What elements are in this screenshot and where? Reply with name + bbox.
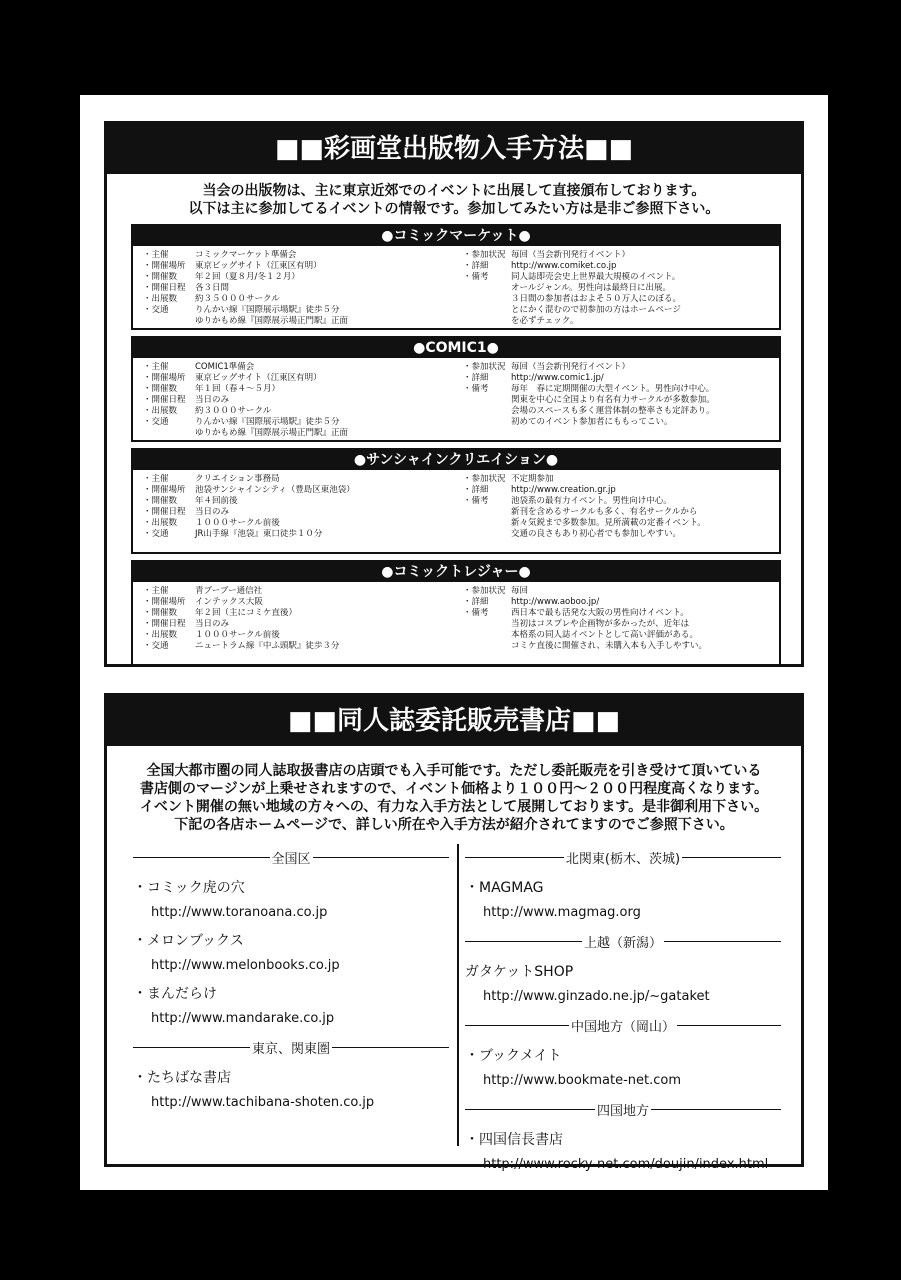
detail-row — [143, 250, 443, 261]
event-name: ●コミックマーケット● — [133, 226, 779, 246]
detail-row — [143, 586, 443, 597]
region-rule — [677, 1025, 781, 1026]
detail-key: ・出展数 — [143, 518, 178, 528]
shop-name: ・四国信長書店 — [465, 1132, 563, 1148]
intro-line: 全国大都市圏の同人誌取扱書店の店頭でも入手可能です。ただし委託販売を引き受けて頂いている — [146, 763, 762, 779]
detail-value: ニュートラム線『中ふ頭駅』徒歩３分 — [195, 641, 340, 651]
detail-value: http://www.comic1.jp/ — [511, 373, 604, 383]
detail-row — [143, 619, 443, 630]
detail-key: ・開催日程 — [143, 507, 186, 517]
detail-key: ・参加状況 — [463, 250, 506, 260]
detail-value-cont: ゆりかもめ線『国際展示場正門駅』正面 — [195, 316, 349, 326]
detail-key: ・開催数 — [143, 496, 178, 506]
detail-value: 池袋サンシャインシティ（豊島区東池袋） — [195, 485, 355, 495]
consignment-shops-box — [104, 693, 804, 1172]
detail-value: http://www.creation.gr.jp — [511, 485, 616, 495]
detail-key: ・主催 — [143, 586, 169, 596]
detail-value-cont: 当初はコスプレや企画物が多かったが、近年は — [511, 619, 690, 629]
detail-row — [463, 261, 783, 272]
region-rule — [664, 941, 781, 942]
detail-value: http://www.aoboo.jp/ — [511, 597, 600, 607]
event-right-details — [463, 586, 783, 652]
region-rule — [313, 857, 450, 858]
detail-row — [463, 373, 783, 384]
detail-value: 当日のみ — [195, 395, 230, 405]
shop-url: http://www.magmag.org — [483, 905, 641, 920]
detail-value: 当日のみ — [195, 507, 230, 517]
detail-key: ・交通 — [143, 417, 169, 427]
detail-row — [143, 272, 443, 283]
publication-methods-title: ■■彩画堂出版物入手方法■■ — [107, 124, 801, 174]
detail-value: 同人誌即売会史上世界最大規模のイベント。 — [511, 272, 681, 282]
detail-value: １０００サークル前後 — [195, 630, 280, 640]
detail-row — [463, 597, 783, 608]
detail-row — [463, 496, 783, 507]
detail-value-cont: 新刊を含めるサークルも多く、有名サークルから — [511, 507, 698, 517]
shop-name: ・MAGMAG — [465, 880, 544, 896]
event-name: ●コミックトレジャー● — [133, 562, 779, 582]
detail-value: 約３５０００サークル — [195, 294, 280, 304]
shops-right-column — [465, 848, 781, 1172]
event-name: ●サンシャインクリエイション● — [133, 450, 779, 470]
detail-row — [143, 641, 443, 652]
shop-name: ・まんだらけ — [133, 986, 217, 1002]
event-name: ●COMIC1● — [133, 338, 779, 358]
event-panel — [131, 224, 781, 330]
region-header — [133, 848, 449, 867]
region-rule — [133, 857, 270, 858]
detail-row — [143, 384, 443, 395]
shop-url: http://www.tachibana-shoten.co.jp — [151, 1095, 375, 1110]
intro-line: 下記の各店ホームページで、詳しい所在や入手方法が紹介されてますのでご参照下さい。 — [174, 817, 734, 833]
detail-value: 年４回前後 — [195, 496, 238, 506]
detail-key: ・開催場所 — [143, 261, 186, 271]
detail-row — [463, 384, 783, 395]
detail-key: ・備考 — [463, 496, 489, 506]
detail-row — [143, 529, 443, 540]
detail-row — [463, 586, 783, 597]
detail-row — [143, 261, 443, 272]
region-header — [465, 1100, 781, 1119]
shop-name: ・ブックメイト — [465, 1048, 562, 1064]
detail-value: 池袋系の最有力イベント。男性向け中心。 — [511, 496, 672, 506]
detail-key: ・詳細 — [463, 373, 489, 383]
detail-value-cont: を必ずチェック。 — [511, 316, 579, 326]
region-rule — [332, 1047, 449, 1048]
detail-value: りんかい線『国際展示場駅』徒歩５分 — [195, 305, 340, 315]
detail-row — [143, 485, 443, 496]
detail-row — [143, 305, 443, 316]
detail-row — [143, 283, 443, 294]
detail-row — [143, 496, 443, 507]
detail-value-cont: コミケ直後に開催され、未購入本も入手しやすい。 — [511, 641, 708, 651]
shop-url: http://www.melonbooks.co.jp — [151, 958, 340, 973]
detail-row — [143, 362, 443, 373]
detail-row — [463, 250, 783, 261]
region-label: 全国区 — [271, 852, 311, 867]
detail-row — [143, 630, 443, 641]
detail-row — [143, 608, 443, 619]
shop-name: ・メロンブックス — [133, 933, 244, 949]
shop-url: http://www.mandarake.co.jp — [151, 1011, 335, 1026]
shop-url: http://www.rocky-net.com/doujin/index.html — [483, 1157, 769, 1172]
intro-line: 以下は主に参加してるイベントの情報です。参加してみたい方は是非ご参照下さい。 — [188, 201, 720, 217]
detail-key: ・備考 — [463, 272, 489, 282]
detail-value: 東京ビッグサイト（江東区有明） — [195, 261, 322, 271]
detail-value: 毎年 春に定期開催の大型イベント。男性向け中心。 — [511, 384, 715, 394]
detail-value: COMIC1準備会 — [195, 362, 255, 372]
region-header — [465, 848, 781, 867]
event-right-details — [463, 362, 783, 428]
region-label: 上越（新潟） — [584, 936, 663, 951]
detail-row — [143, 373, 443, 384]
detail-key: ・開催数 — [143, 608, 178, 618]
detail-key: ・開催日程 — [143, 283, 186, 293]
detail-value: 青ブーブー通信社 — [195, 586, 263, 596]
detail-value: コミックマーケット準備会 — [195, 250, 297, 260]
detail-row — [143, 474, 443, 485]
region-rule — [465, 1109, 595, 1110]
detail-row — [143, 507, 443, 518]
detail-key: ・開催数 — [143, 272, 178, 282]
intro-line: 当会の出版物は、主に東京近郊でのイベントに出展して直接頒布しております。 — [202, 183, 706, 199]
detail-key: ・開催場所 — [143, 597, 186, 607]
region-rule — [133, 1047, 250, 1048]
region-label: 東京、関東圏 — [252, 1042, 331, 1057]
detail-key: ・詳細 — [463, 261, 489, 271]
detail-value: 西日本で最も活発な大阪の男性向けイベント。 — [511, 608, 689, 618]
detail-value: 不定期参加 — [511, 474, 554, 484]
consignment-shops-title: ■■同人誌委託販売書店■■ — [107, 696, 801, 746]
shops-left-column — [133, 848, 449, 1110]
detail-value-cont: とにかく混むので初参加の方はホームページ — [511, 305, 681, 315]
detail-row — [143, 417, 443, 428]
detail-key: ・交通 — [143, 529, 169, 539]
detail-value: インテックス大阪 — [195, 597, 263, 607]
detail-value: 東京ビッグサイト（江東区有明） — [195, 373, 322, 383]
region-rule — [651, 1109, 781, 1110]
event-left-details — [143, 586, 443, 652]
detail-row — [143, 597, 443, 608]
event-right-details — [463, 250, 783, 327]
detail-key: ・主催 — [143, 362, 169, 372]
shop-name: ・コミック虎の穴 — [133, 880, 245, 896]
region-rule — [465, 857, 564, 858]
detail-value: http://www.comiket.co.jp — [511, 261, 617, 271]
event-right-details — [463, 474, 783, 540]
shop-url: http://www.bookmate-net.com — [483, 1073, 681, 1088]
detail-key: ・主催 — [143, 250, 169, 260]
publication-intro — [107, 182, 801, 218]
detail-key: ・備考 — [463, 384, 489, 394]
detail-value-cont: ３日間の参加者はおよそ５０万人にのぼる。 — [511, 294, 682, 304]
detail-row — [143, 406, 443, 417]
detail-value: クリエイション事務局 — [195, 474, 280, 484]
detail-key: ・開催数 — [143, 384, 178, 394]
publication-methods-box — [104, 121, 804, 667]
detail-value: 年２回（主にコミケ直後） — [195, 608, 298, 618]
detail-row — [463, 362, 783, 373]
detail-key: ・参加状況 — [463, 362, 506, 372]
region-label: 四国地方 — [597, 1104, 650, 1119]
detail-value: 毎回（当会新刊発行イベント） — [511, 362, 631, 372]
detail-value: １０００サークル前後 — [195, 518, 280, 528]
detail-key: ・備考 — [463, 608, 489, 618]
event-panel — [131, 336, 781, 442]
shop-url: http://www.toranoana.co.jp — [151, 905, 328, 920]
event-panel — [131, 448, 781, 554]
detail-row — [143, 395, 443, 406]
detail-value-cont: ゆりかもめ線『国際展示場正門駅』正面 — [195, 428, 349, 438]
event-left-details — [143, 250, 443, 327]
shop-name: ・たちばな書店 — [133, 1070, 231, 1086]
region-label: 中国地方（岡山） — [571, 1020, 676, 1035]
detail-row — [463, 474, 783, 485]
region-header — [133, 1038, 449, 1057]
detail-key: ・出展数 — [143, 630, 178, 640]
intro-line: 書店側のマージンが上乗せされますので、イベント価格より１００円～２００円程度高くなります。 — [140, 781, 768, 797]
region-header — [465, 1016, 781, 1035]
detail-key: ・開催場所 — [143, 373, 186, 383]
column-divider — [457, 844, 459, 1146]
event-left-details — [143, 474, 443, 540]
detail-value: 毎回（当会新刊発行イベント） — [511, 250, 631, 260]
detail-key: ・参加状況 — [463, 586, 506, 596]
region-label: 北関東(栃木、茨城) — [565, 852, 681, 867]
detail-key: ・交通 — [143, 641, 169, 651]
region-header — [465, 932, 781, 951]
detail-value-cont: 関東を中心に全国より有名有力サークルが多数参加。 — [511, 395, 715, 405]
detail-row — [463, 485, 783, 496]
detail-value: JR山手線『池袋』東口徒歩１０分 — [195, 529, 323, 539]
detail-value: 年１回（春４～５月） — [195, 384, 281, 394]
detail-value-cont: オールジャンル。男性向は最終日に出展。 — [511, 283, 672, 293]
region-rule — [465, 941, 582, 942]
consignment-intro — [107, 762, 801, 834]
detail-value: りんかい線『国際展示場駅』徒歩５分 — [195, 417, 340, 427]
detail-key: ・出展数 — [143, 406, 178, 416]
detail-key: ・出展数 — [143, 294, 178, 304]
page-sheet — [80, 95, 828, 1190]
detail-value-cont: 本格系の同人誌イベントとして高い評価がある。 — [511, 630, 699, 640]
detail-value: 約３０００サークル — [195, 406, 272, 416]
event-left-details — [143, 362, 443, 439]
detail-value: 毎回 — [511, 586, 529, 596]
detail-row — [463, 272, 783, 283]
detail-key: ・参加状況 — [463, 474, 506, 484]
event-panel — [131, 560, 781, 666]
detail-row — [463, 608, 783, 619]
detail-value-cont: 初めてのイベント参加者にももってこい。 — [511, 417, 673, 427]
detail-row — [143, 294, 443, 305]
region-rule — [682, 857, 781, 858]
detail-value: 当日のみ — [195, 619, 230, 629]
detail-value-cont: 新々気鋭まで多数参加。見所満載の定番イベント。 — [511, 518, 706, 528]
detail-value-cont: 会場のスペースも多く運営体制の整率さも定評あり。 — [511, 406, 715, 416]
detail-key: ・開催場所 — [143, 485, 186, 495]
detail-key: ・開催日程 — [143, 395, 186, 405]
region-rule — [465, 1025, 569, 1026]
detail-key: ・開催日程 — [143, 619, 186, 629]
detail-key: ・詳細 — [463, 597, 489, 607]
shop-name: ガタケットSHOP — [465, 964, 574, 980]
detail-value-cont: 交通の良さもあり初心者でも参加しやすい。 — [511, 529, 682, 539]
detail-value: 各３日間 — [195, 283, 230, 293]
detail-value: 年２回（夏８月/冬１２月） — [195, 272, 300, 282]
intro-line: イベント開催の無い地域の方々への、有力な入手方法として展開しております。是非御利用下さい。 — [139, 799, 769, 815]
detail-key: ・交通 — [143, 305, 169, 315]
detail-row — [143, 518, 443, 529]
detail-key: ・主催 — [143, 474, 169, 484]
detail-key: ・詳細 — [463, 485, 489, 495]
shop-url: http://www.ginzado.ne.jp/~gataket — [483, 989, 710, 1004]
